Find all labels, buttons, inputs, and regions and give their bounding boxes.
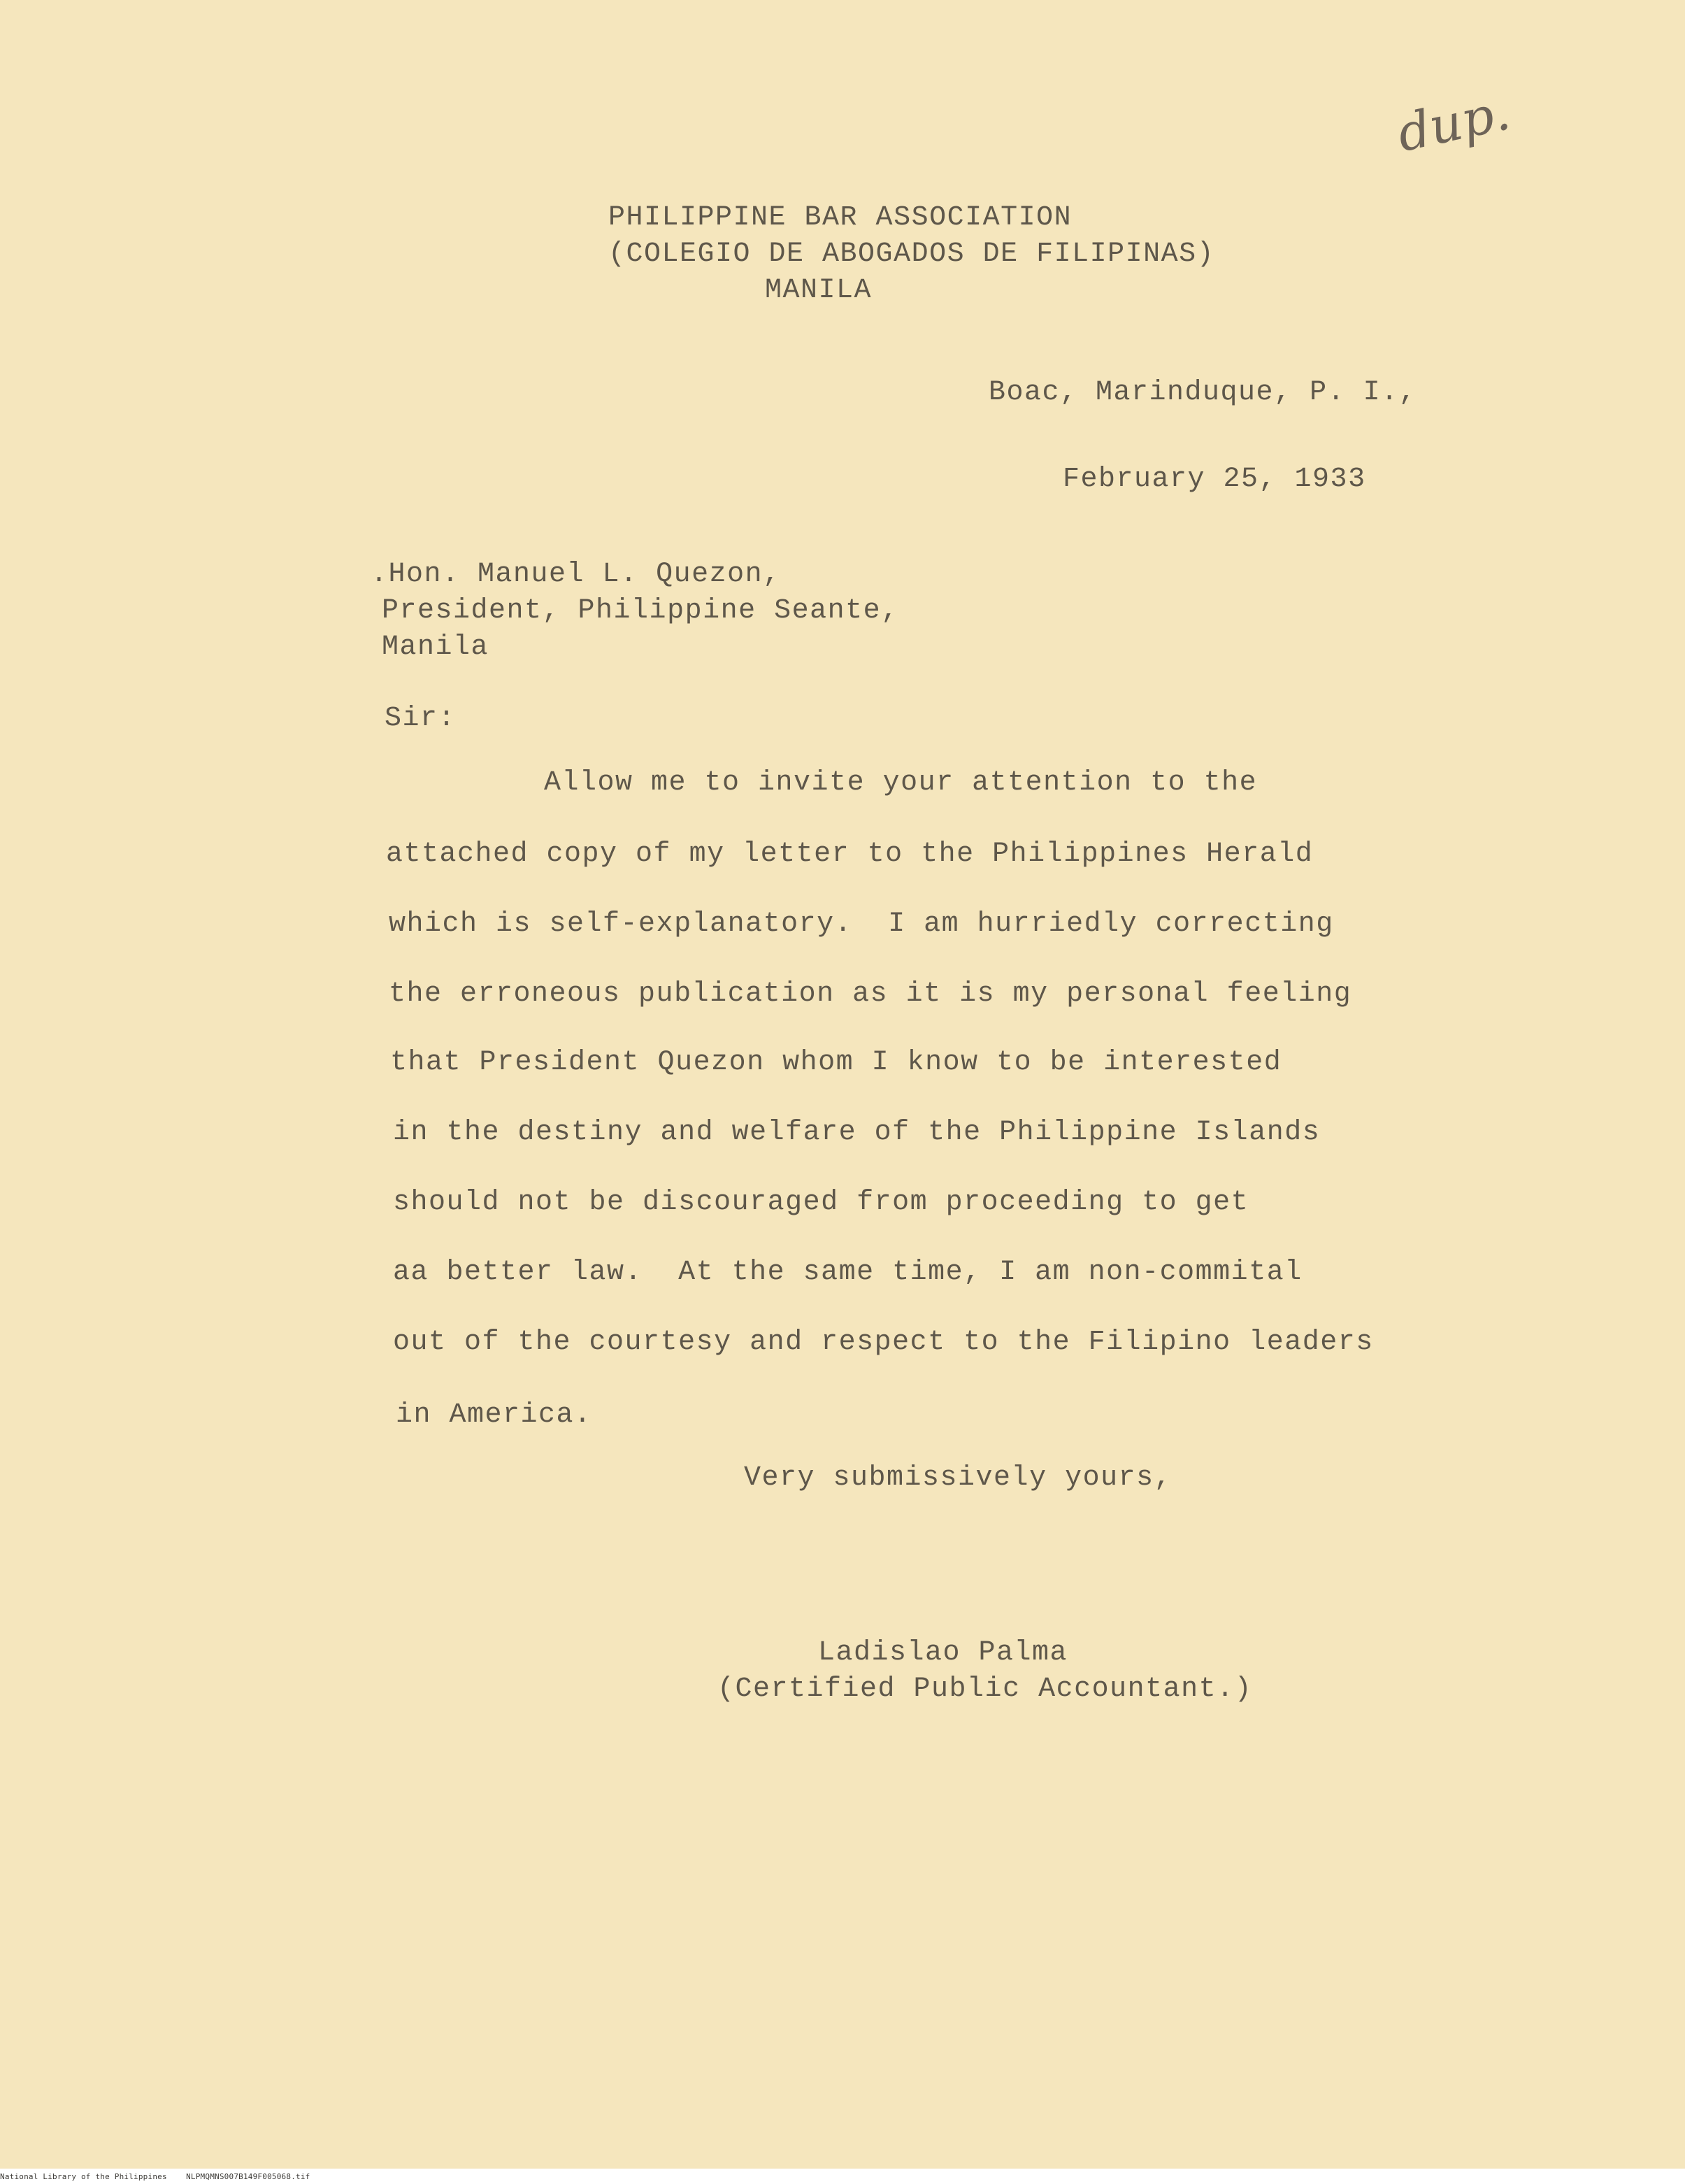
addressee-line-2: President, Philippine Seante, [382,595,899,627]
body-line: should not be discouraged from proceeding to get [393,1187,1249,1218]
body-line: aa better law. At the same time, I am non-commital [393,1257,1303,1288]
signature-title: (Certified Public Accountant.) [717,1673,1253,1705]
footer-file-id: NLPMQMNS007B149F005068.tif [186,2172,310,2181]
salutation: Sir: [385,703,457,734]
addressee-line-1: .Hon. Manuel L. Quezon, [371,559,781,590]
addressee-line-3: Manila [382,631,489,663]
scan-footer [0,2172,310,2181]
body-line: Allow me to invite your attention to the [544,767,1258,799]
body-line: that President Quezon whom I know to be interested [390,1047,1282,1078]
body-line: the erroneous publication as it is my personal feeling [389,978,1352,1010]
letterhead-line-1: PHILIPPINE BAR ASSOCIATION [608,202,1073,234]
body-line: in America. [396,1399,592,1431]
footer-source: National Library of the Philippines [0,2172,167,2181]
handwritten-annotation: dup. [1392,82,1515,164]
body-line: in the destiny and welfare of the Philippine Islands [393,1117,1321,1148]
body-line: attached copy of my letter to the Philippines Herald [386,838,1314,870]
letterhead-line-2: (COLEGIO DE ABOGADOS DE FILIPINAS) [608,238,1215,270]
signature-name: Ladislao Palma [818,1637,1068,1669]
body-line: which is self-explanatory. I am hurriedly correcting [389,908,1334,940]
date-line: February 25, 1933 [1063,464,1366,495]
body-line: out of the courtesy and respect to the Filipino leaders [393,1327,1374,1358]
closing: Very submissively yours, [744,1462,1173,1494]
letterhead-line-3: MANILA [765,275,873,306]
place-line: Boac, Marinduque, P. I., [989,377,1417,408]
